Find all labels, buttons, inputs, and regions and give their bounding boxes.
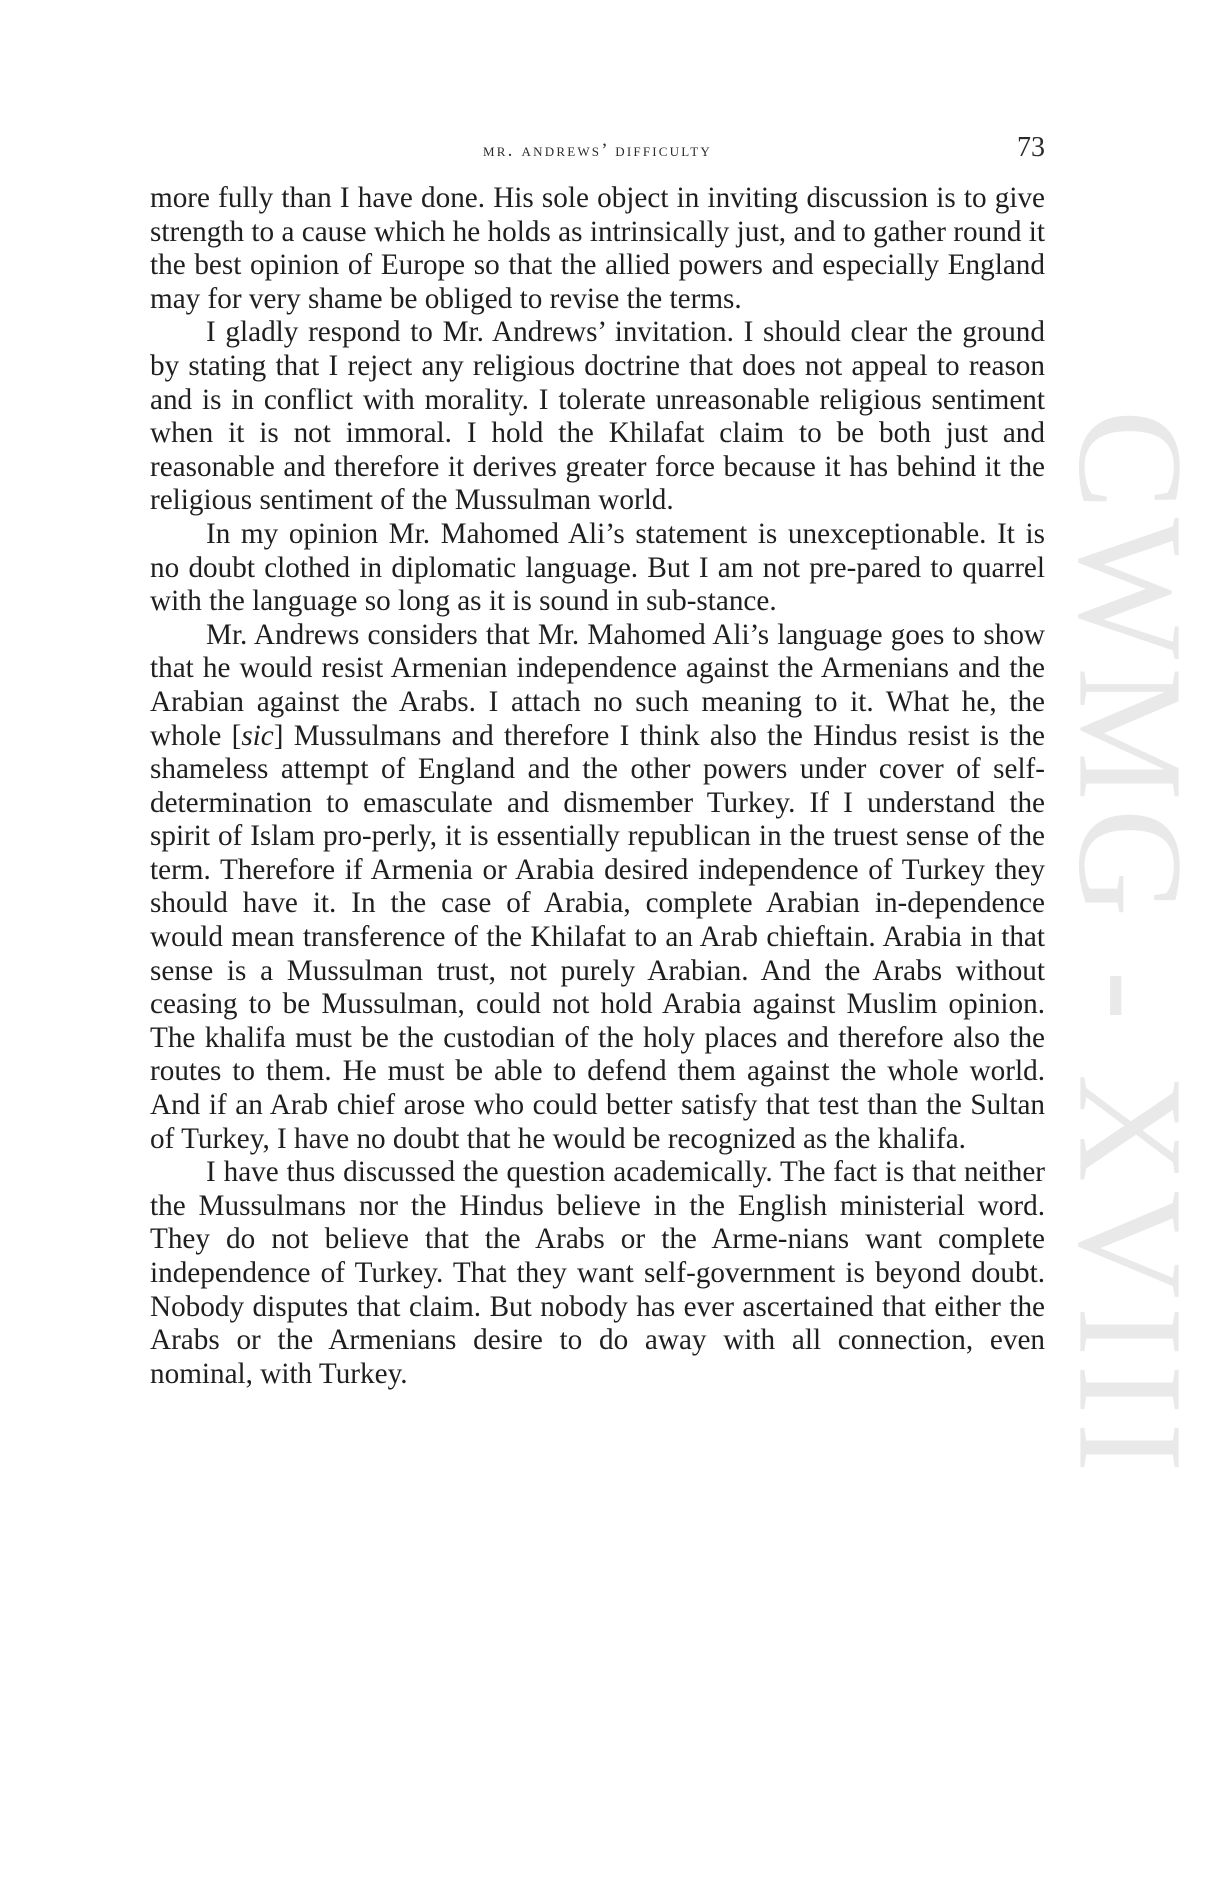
paragraph-1: more fully than I have done. His sole object in inviting discussion is to give strength to a cause which he holds as intrinsically just, and to gather round it the best opinion of Europe so that the allied powers and especially England may for very shame be obliged to revise the terms.: [150, 182, 1045, 315]
page-number: 73: [1017, 132, 1045, 163]
running-title: mr. andrews’ difficulty: [483, 140, 712, 161]
watermark-text: CWMG - XVIII: [1047, 409, 1213, 1481]
body-text: [150, 182, 1045, 1391]
paragraph-5: I have thus discussed the question academically. The fact is that neither the Mussulmans nor the Hindus believe in the English ministerial word. They do not believe that the Arabs or the Arme-nians want complete independence of Turkey. That they want self-government is beyond doubt. Nobody disputes that claim. But nobody has ever ascertained that either the Arabs or the Armenians desire to do away with all connection, even nominal, with Turkey.: [150, 1156, 1045, 1390]
paragraph-4-part-1: Mr. Andrews considers that Mr. Mahomed Ali’s language goes to show that he would resist Armenian independence against the Armenians and the Arabian against the Arabs. I attach no such meaning to it. What he, the whole [: [150, 618, 1045, 752]
paragraph-2: I gladly respond to Mr. Andrews’ invitation. I should clear the ground by stating that I reject any religious doctrine that does not appeal to reason and is in conflict with morality. I tolerate unreasonable religious sentiment when it is not immoral. I hold the Khilafat claim to be both just and reasonable and therefore it derives greater force because it has behind it the religious sentiment of the Mussulman world.: [150, 316, 1045, 517]
running-head: [150, 132, 1045, 168]
watermark: [1047, 409, 1213, 1481]
paragraph-3: In my opinion Mr. Mahomed Ali’s statement is unexceptionable. It is no doubt clothed in diplomatic language. But I am not pre-pared to quarrel with the language so long as it is sound in sub-stance.: [150, 517, 1045, 618]
paragraph-4: [150, 619, 1045, 1157]
sic-mark: sic: [241, 719, 274, 752]
paragraph-4-part-2: ] Mussulmans and therefore I think also the Hindus resist is the shameless attempt of England and the other powers under cover of self-determination to emasculate and dismember Turkey. If I understand the spirit of Islam pro-perly, it is essentially republican in the truest sense of the term. Therefore if Armenia or Arabia desired independence of Turkey they should have it. In the case of Arabia, complete Arabian in-dependence would mean transference of the Khilafat to an Arab chieftain. Arabia in that sense is a Mussulman trust, not purely Arabian. And the Arabs without ceasing to be Mussulman, could not hold Arabia against Muslim opinion. The khalifa must be the custodian of the holy places and therefore also the routes to them. He must be able to defend them against the whole world. And if an Arab chief arose who could better satisfy that test than the Sultan of Turkey, I have no doubt that he would be recognized as the khalifa.: [150, 719, 1045, 1155]
